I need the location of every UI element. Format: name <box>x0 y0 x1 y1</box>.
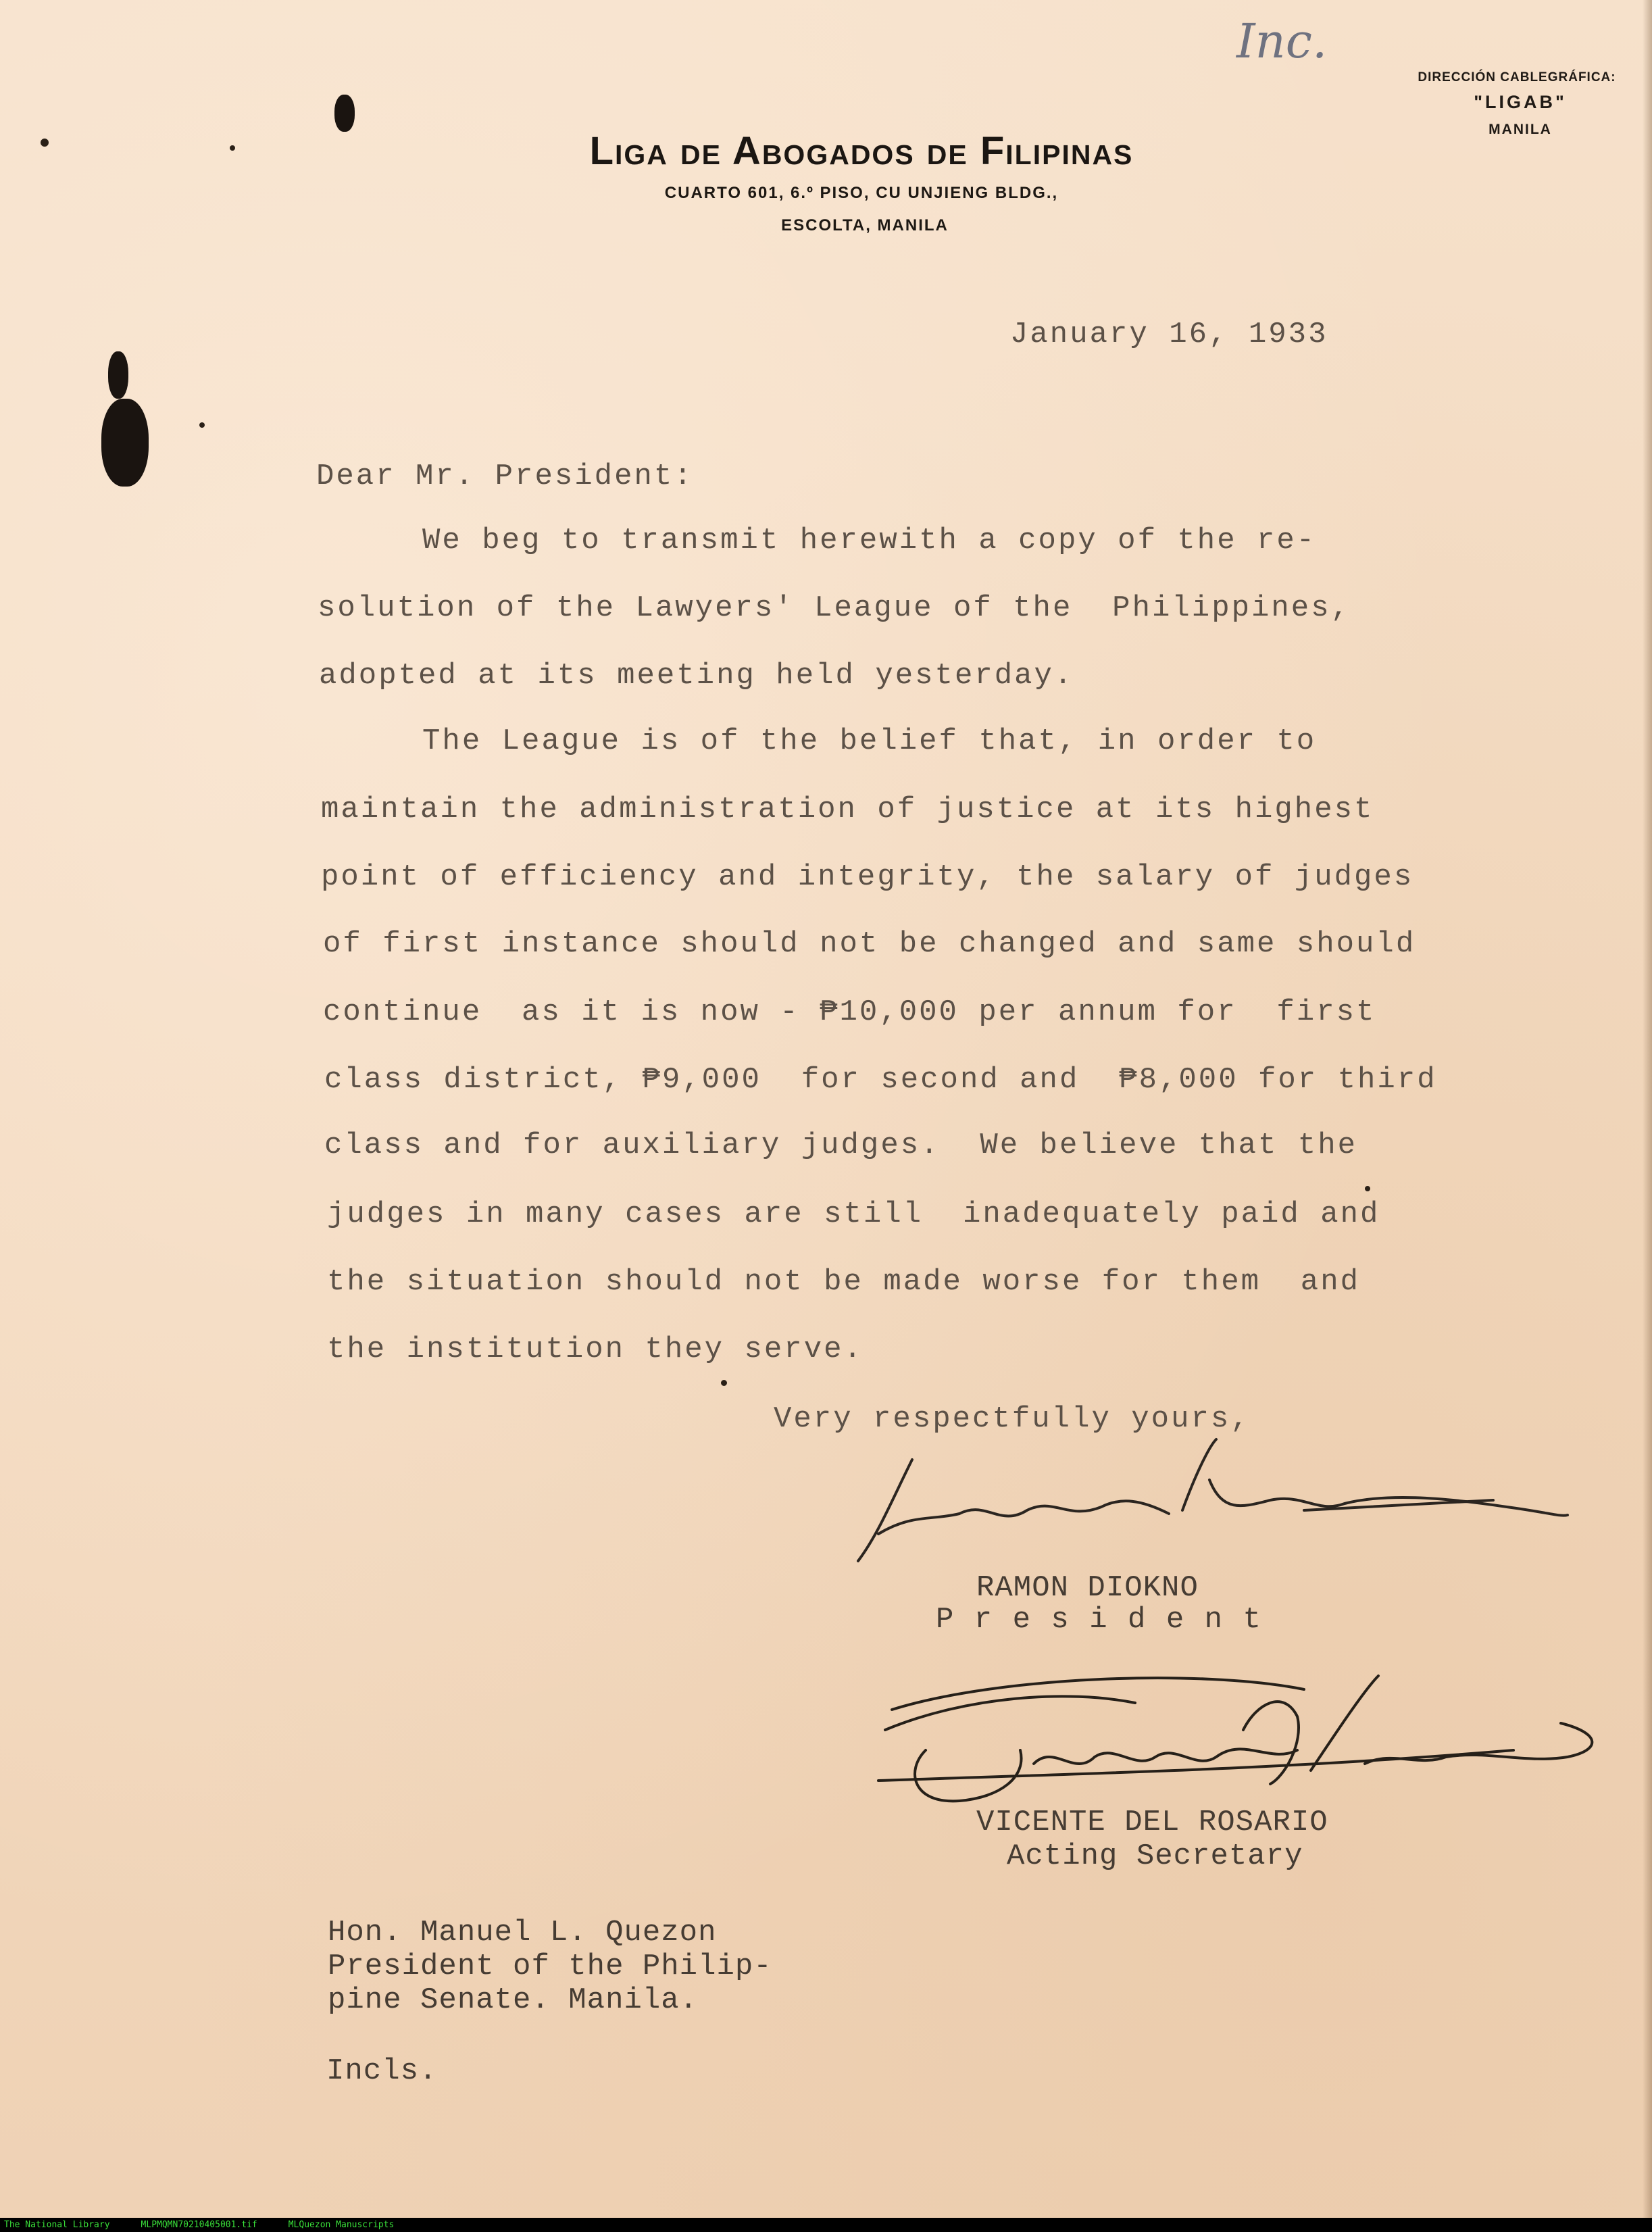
page-edge-shadow <box>1643 0 1652 2218</box>
ink-blot <box>334 95 355 132</box>
enclosure-note: Incls. <box>326 2054 438 2088</box>
cable-code: "LIGAB" <box>1474 92 1567 112</box>
scan-footer-bar <box>0 2218 1652 2232</box>
footer-library: The National Library <box>4 2220 110 2230</box>
footer-collection: MLQuezon Manuscripts <box>288 2220 395 2230</box>
signer1-title: P r e s i d e n t <box>936 1603 1262 1637</box>
body-line: class and for auxiliary judges. We believe that the <box>324 1129 1358 1162</box>
handwritten-note: Inc. <box>1236 14 1328 69</box>
body-line: class district, ₱9,000 for second and ₱8,000 for third <box>324 1063 1437 1097</box>
body-line: adopted at its meeting held yesterday. <box>319 659 1074 693</box>
speck <box>1365 1186 1370 1191</box>
body-line: maintain the administration of justice at its highest <box>321 793 1374 826</box>
ink-blot <box>101 399 149 487</box>
speck <box>199 422 205 428</box>
cable-label: DIRECCIÓN CABLEGRÁFICA: <box>1418 70 1616 84</box>
salutation: Dear Mr. President: <box>316 460 694 493</box>
body-line: judges in many cases are still inadequately paid and <box>327 1197 1380 1231</box>
recipient-line: Hon. Manuel L. Quezon <box>328 1916 717 1950</box>
body-line: continue as it is now - ₱10,000 per annum for first <box>323 995 1376 1029</box>
letter-date: January 16, 1933 <box>1010 318 1328 351</box>
body-line: We beg to transmit herewith a copy of the re- <box>323 524 1317 557</box>
signature-ramon-diokno <box>831 1433 1588 1581</box>
letterhead-address-line1: CUARTO 601, 6.º PISO, CU UNJIENG BLDG., <box>664 184 1059 202</box>
body-line: point of efficiency and integrity, the salary of judges <box>321 860 1414 894</box>
letterhead-address-line2: ESCOLTA, MANILA <box>781 216 949 234</box>
closing: Very respectfully yours, <box>774 1402 1251 1436</box>
speck <box>721 1380 727 1386</box>
speck <box>41 139 49 147</box>
signer2-title: Acting Secretary <box>1007 1839 1303 1873</box>
body-line: the institution they serve. <box>327 1333 863 1366</box>
footer-file: MLPMQMN70210405001.tif <box>141 2220 257 2230</box>
signer2-name: VICENTE DEL ROSARIO <box>976 1806 1328 1839</box>
recipient-line: President of the Philip- <box>328 1950 772 1983</box>
ink-blot <box>108 351 128 399</box>
cable-city: MANILA <box>1488 122 1552 137</box>
letterhead-title: Liga de Abogados de Filipinas <box>589 129 1134 173</box>
body-line: solution of the Lawyers' League of the Philippines, <box>318 591 1351 625</box>
body-line: of first instance should not be changed and same should <box>323 927 1416 961</box>
body-line: The League is of the belief that, in order to <box>323 724 1317 758</box>
recipient-line: pine Senate. Manila. <box>328 1983 699 2017</box>
speck <box>230 145 235 151</box>
signer1-name: RAMON DIOKNO <box>976 1571 1199 1605</box>
signature-vicente-del-rosario <box>865 1649 1608 1831</box>
body-line: the situation should not be made worse for them and <box>327 1265 1361 1299</box>
